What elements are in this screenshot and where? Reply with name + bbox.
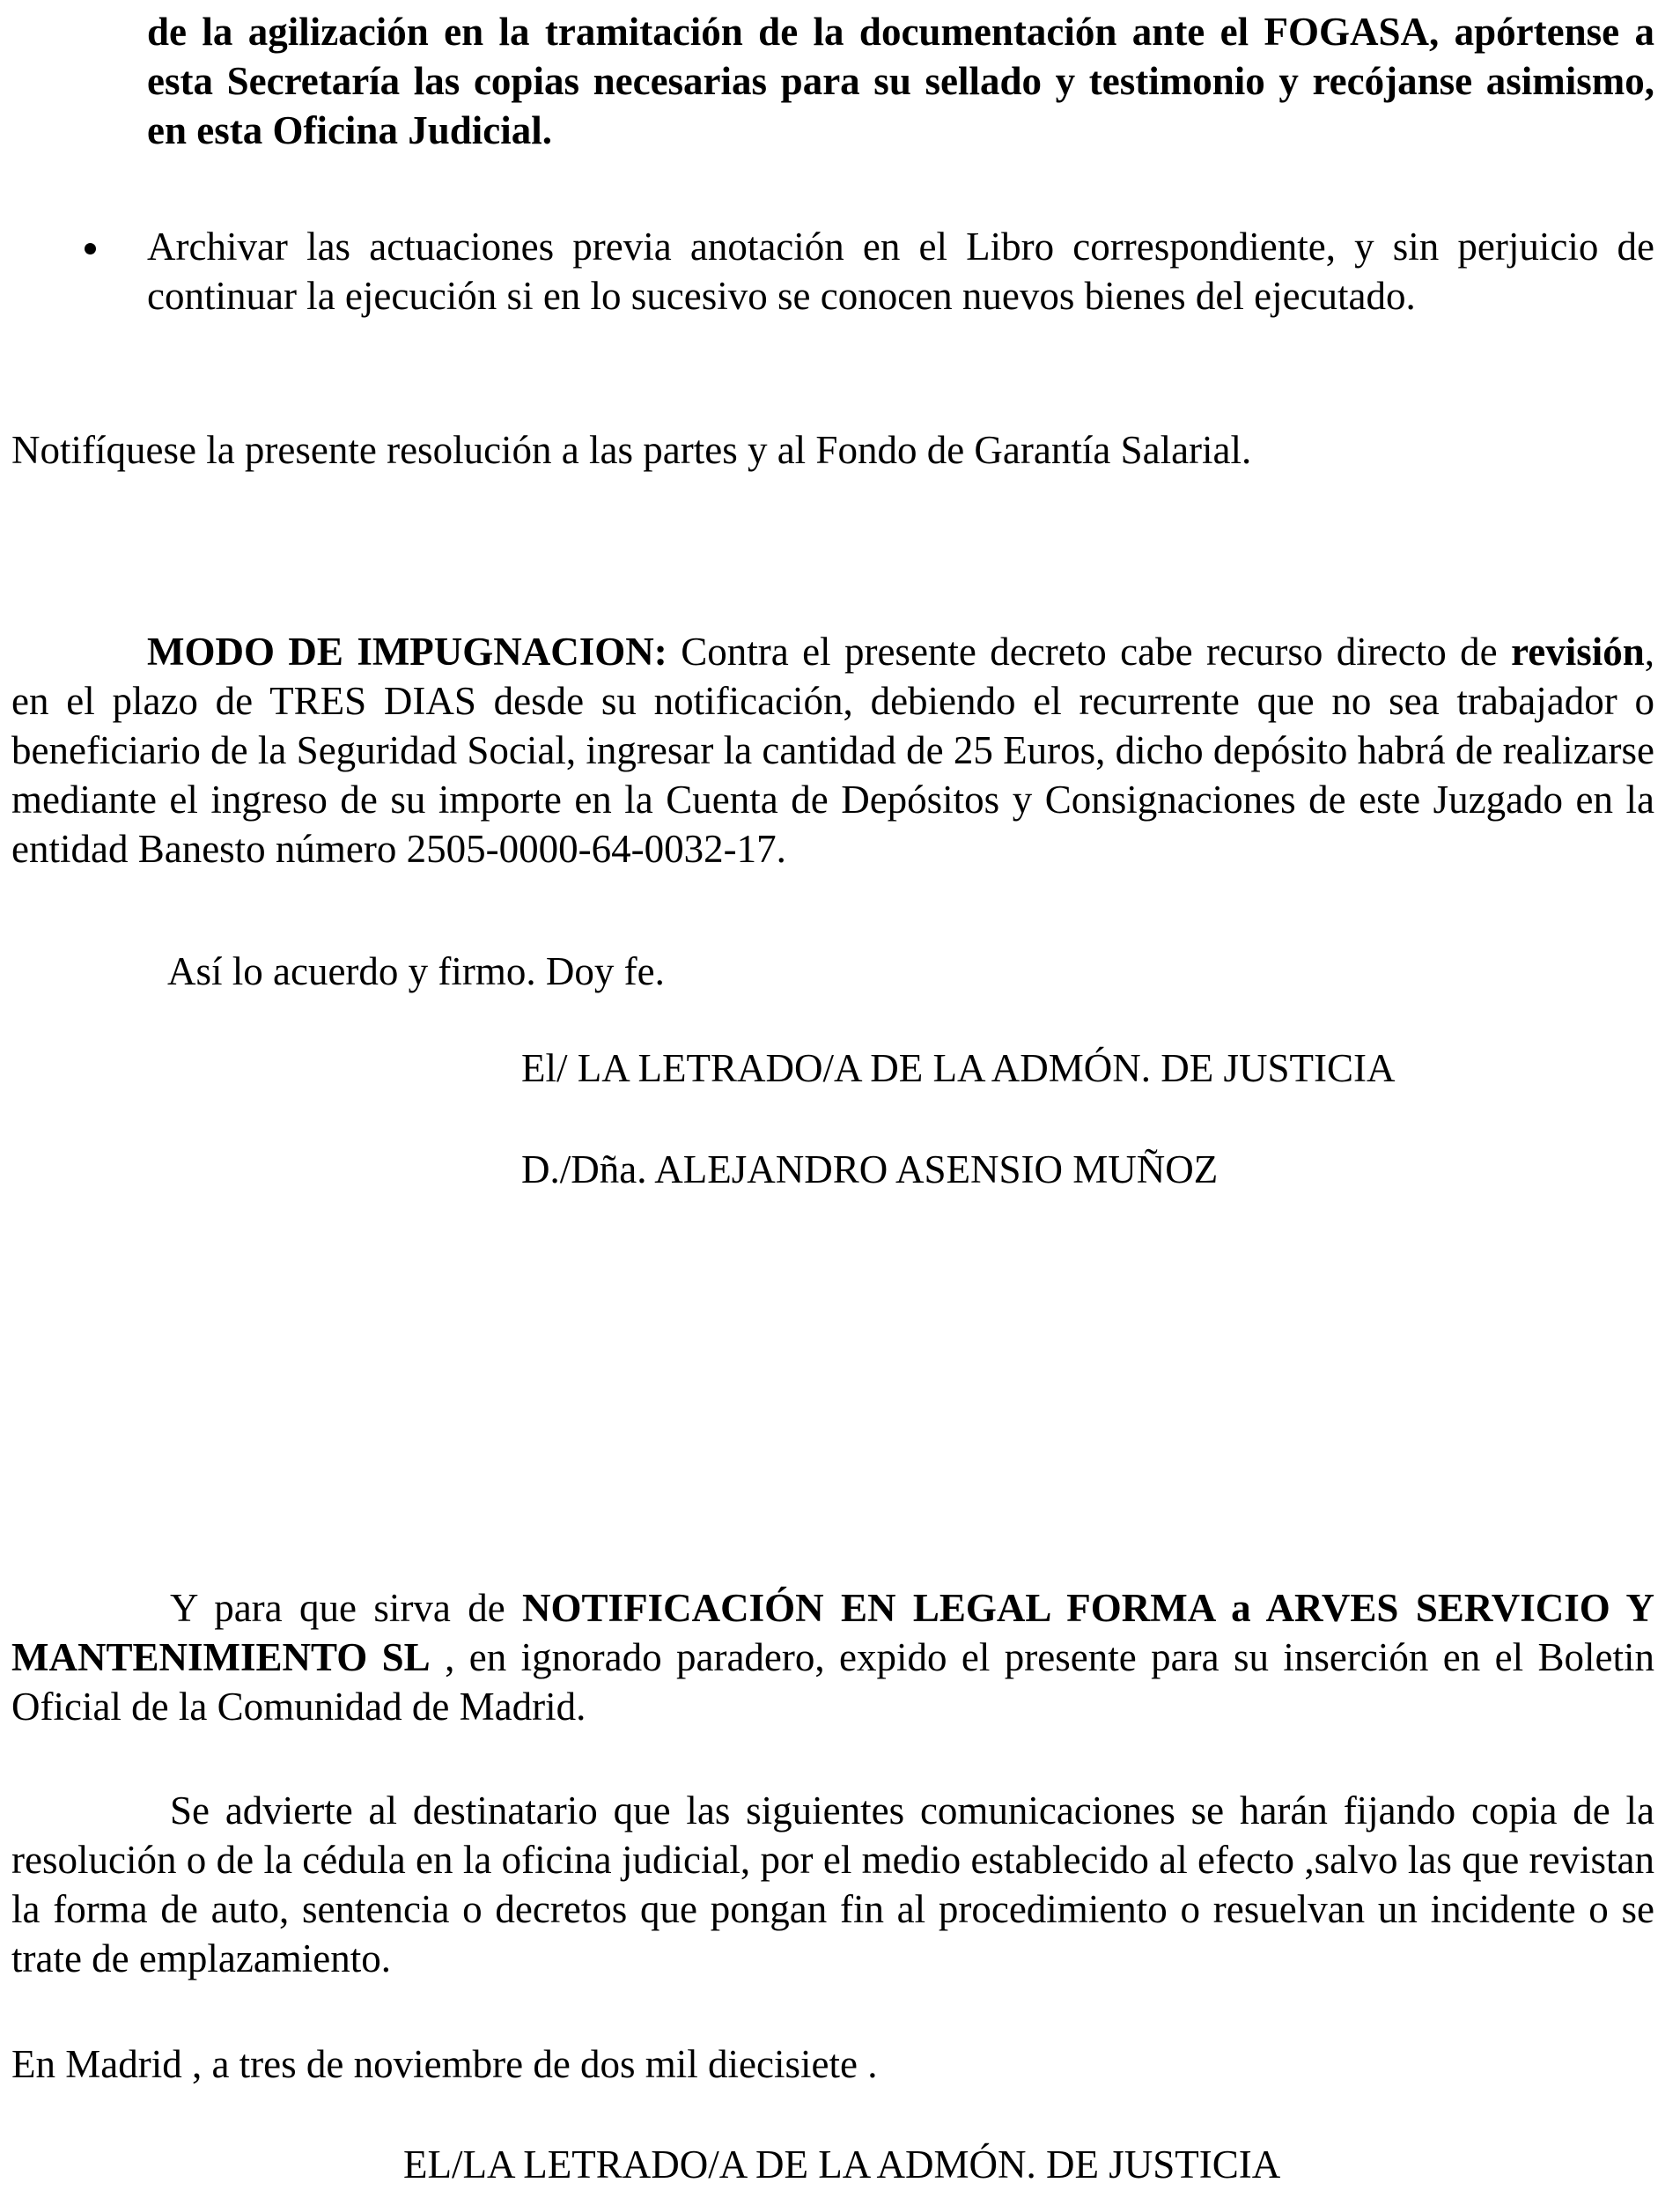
notificacion-bold: NOTIFICACIÓN EN LEGAL FORMA a ARVES SERVICIO Y MANTENIMIENTO SL	[11, 1586, 1655, 1679]
impugnacion-paragraph	[11, 627, 1654, 874]
notify-line: Notifíquese la presente resolución a las partes y al Fondo de Garantía Salarial.	[11, 428, 1252, 472]
impugnacion-text-1: Contra el presente decreto cabe recurso directo de	[667, 630, 1512, 674]
signature-title-1: El/ LA LETRADO/A DE LA ADMÓN. DE JUSTICIA	[521, 1046, 1396, 1090]
notificacion-text-1: Y para que sirva de	[170, 1586, 523, 1630]
bullet-item-archivar: Archivar las actuaciones previa anotación en el Libro correspondiente, y sin perjuicio de continuar la ejecución si en lo sucesivo se conocen nuevos bienes del ejecutado.	[147, 225, 1654, 318]
acuerdo-line: Así lo acuerdo y firmo. Doy fe.	[167, 949, 665, 993]
impugnacion-text-2: , en el plazo de TRES DIAS desde su notificación, debiendo el recurrente que no sea trabajador o beneficiario de la Seguridad Social, ingresar la cantidad de 25 Euros, dicho depósito habrá de realizarse mediante el ingreso de su importe en la Cuenta de Depósitos y Consignaciones de este Juzgado en la entidad Banesto número 2505-0000-64-0032-17.	[11, 630, 1654, 871]
notificacion-text-2: , en ignorado paradero, expido el presente para su inserción en el Boletin Oficial de la Comunidad de Madrid.	[11, 1635, 1654, 1729]
signature-title-2: EL/LA LETRADO/A DE LA ADMÓN. DE JUSTICIA	[403, 2142, 1281, 2187]
revision-term: revisión	[1511, 630, 1645, 674]
impugnacion-heading: MODO DE IMPUGNACION:	[147, 630, 667, 674]
notificacion-paragraph	[11, 1583, 1654, 1731]
bullet-dot	[85, 243, 96, 254]
advierte-paragraph: Se advierte al destinatario que las siguientes comunicaciones se harán fijando copia de la resolución o de la cédula en la oficina judicial, por el medio establecido al efecto ,salvo las que revistan la forma de auto, sentencia o decretos que pongan fin al procedimiento o resuelvan un incidente o se trate de emplazamiento.	[11, 1788, 1654, 1980]
fecha-line: En Madrid , a tres de noviembre de dos mil diecisiete .	[11, 2042, 878, 2086]
signature-name-1: D./Dña. ALEJANDRO ASENSIO MUÑOZ	[521, 1147, 1219, 1191]
top-paragraph: de la agilización en la tramitación de la documentación ante el FOGASA, apórtense a esta Secretaría las copias necesarias para su sellado y testimonio y recójanse asimismo, en esta Oficina Judicial.	[147, 10, 1654, 152]
